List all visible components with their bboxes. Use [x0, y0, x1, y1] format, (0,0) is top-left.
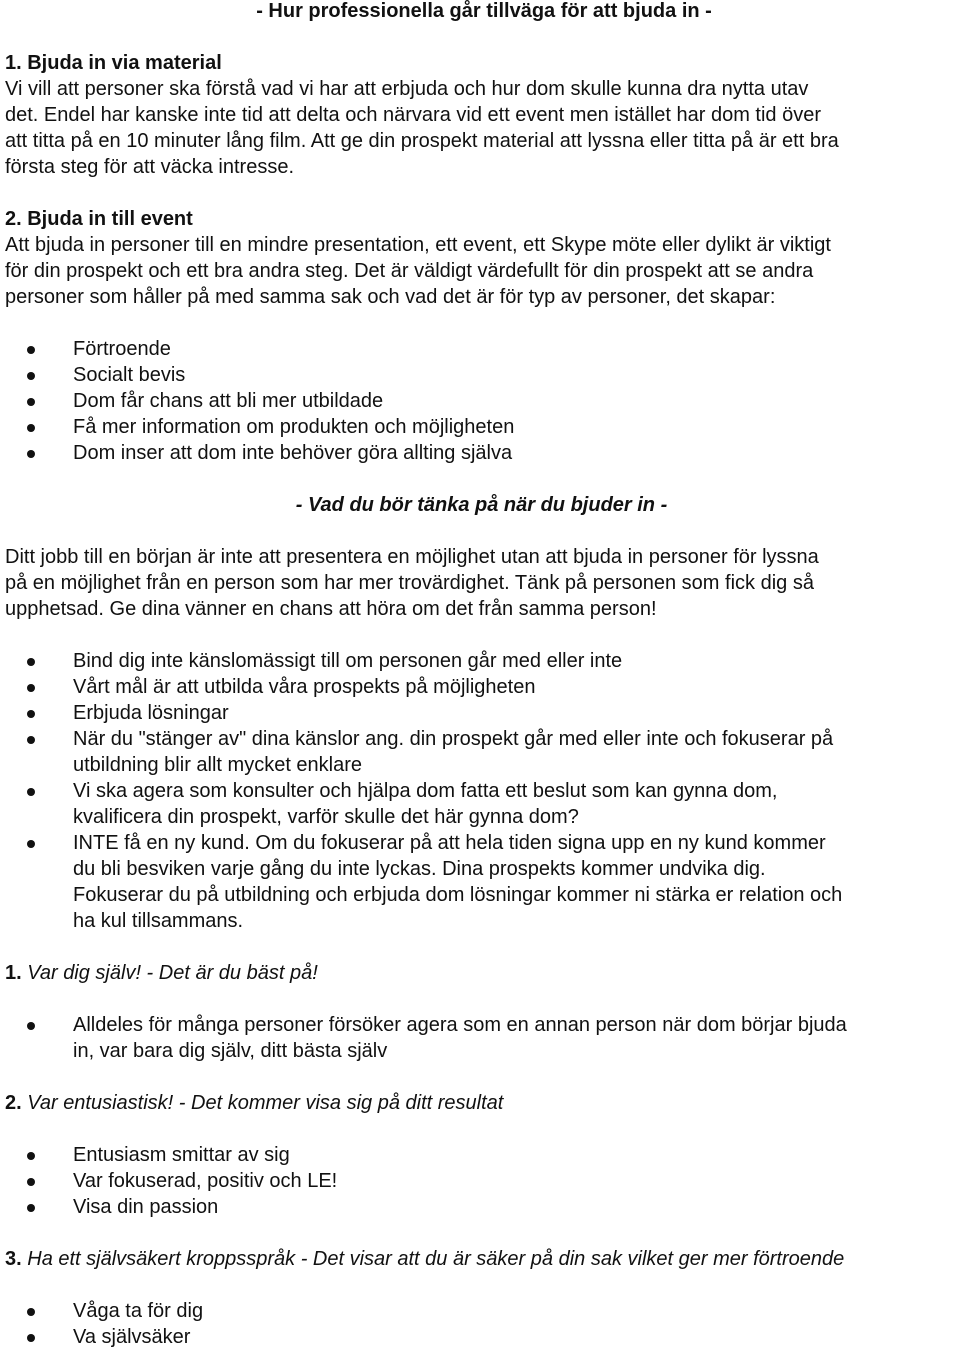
- bullet-list: [5, 648, 958, 934]
- bullet-list: [5, 336, 958, 466]
- tip-heading: Ha ett självsäkert kroppsspråk - Det visar att du är säker på din sak vilket ger mer förtroende: [27, 1248, 845, 1270]
- tip-heading: Var dig själv! - Det är du bäst på!: [27, 962, 318, 984]
- list-item: [5, 1298, 958, 1324]
- tip-number: 2.: [5, 1092, 22, 1114]
- list-item-line: in, var bara dig själv, ditt bästa själv: [73, 1040, 388, 1062]
- list-item: [5, 674, 958, 700]
- paragraph-line: det. Endel har kanske inte tid att delta och närvara vid ett event men istället har dom tid över: [5, 104, 822, 126]
- section-heading: - Vad du bör tänka på när du bjuder in -: [295, 494, 668, 516]
- paragraph-line: på en möjlighet från en person som har mer trovärdighet. Tänk på personen som fick dig så: [5, 572, 814, 594]
- list-item: [5, 648, 958, 674]
- bullet-list: [5, 1298, 958, 1350]
- tip-heading: Var entusiastisk! - Det kommer visa sig på ditt resultat: [27, 1092, 504, 1114]
- list-item-line: Erbjuda lösningar: [73, 702, 229, 724]
- list-item-line: du bli besviken varje gång du inte lyckas. Dina prospekts kommer undvika dig.: [73, 858, 766, 880]
- tip-be-yourself: [5, 960, 958, 1064]
- list-item: [5, 700, 958, 726]
- list-item: [5, 830, 958, 934]
- document-page: [5, 0, 958, 1350]
- list-item: [5, 778, 958, 830]
- paragraph-line: Att bjuda in personer till en mindre presentation, ett event, ett Skype möte eller dylikt är viktigt: [5, 234, 831, 256]
- tip-confident-body-language: [5, 1246, 958, 1350]
- list-item: [5, 1324, 958, 1350]
- tip-number: 1.: [5, 962, 22, 984]
- tip-be-enthusiastic: [5, 1090, 958, 1220]
- list-item-line: Var fokuserad, positiv och LE!: [73, 1170, 338, 1192]
- bullet-list: [5, 1012, 958, 1064]
- list-item: [5, 1142, 958, 1168]
- tip-number: 3.: [5, 1248, 22, 1270]
- list-item-line: kvalificera din prospekt, varför skulle det här gynna dom?: [73, 806, 579, 828]
- paragraph-line: att titta på en 10 minuter lång film. Att ge din prospekt material att lyssna eller titta på är ett bra: [5, 130, 839, 152]
- list-item-line: Våga ta för dig: [73, 1300, 204, 1322]
- list-item-line: ha kul tillsammans.: [73, 910, 244, 932]
- bullet-list: [5, 1142, 958, 1220]
- paragraph-line: upphetsad. Ge dina vänner en chans att höra om det från samma person!: [5, 598, 657, 620]
- list-item: [5, 726, 958, 778]
- section-heading: 1. Bjuda in via material: [5, 52, 222, 74]
- page-title: - Hur professionella går tillväga för att bjuda in -: [256, 0, 712, 22]
- list-item: Förtroende: [5, 336, 958, 362]
- list-item: [5, 1012, 958, 1064]
- list-item-line: Bind dig inte känslomässigt till om personen går med eller inte: [73, 650, 623, 672]
- section-invite-to-event: [5, 206, 958, 466]
- paragraph-line: Ditt jobb till en början är inte att presentera en möjlighet utan att bjuda in personer för lyssna: [5, 546, 819, 568]
- list-item-line: Vi ska agera som konsulter och hjälpa dom fatta ett beslut som kan gynna dom,: [73, 780, 778, 802]
- list-item-line: När du "stänger av" dina känslor ang. din prospekt går med eller inte och fokuserar på: [73, 728, 834, 750]
- paragraph-line: första steg för att väcka intresse.: [5, 156, 295, 178]
- list-item: Socialt bevis: [5, 362, 958, 388]
- list-item-line: Visa din passion: [73, 1196, 219, 1218]
- paragraph-line: Vi vill att personer ska förstå vad vi har att erbjuda och hur dom skulle kunna dra nytta utav: [5, 78, 809, 100]
- list-item-line: Alldeles för många personer försöker agera som en annan person när dom börjar bjuda: [73, 1014, 847, 1036]
- list-item-line: Va självsäker: [73, 1326, 191, 1348]
- list-item-line: INTE få en ny kund. Om du fokuserar på att hela tiden signa upp en ny kund kommer: [73, 832, 826, 854]
- section-invite-via-material: [5, 50, 958, 180]
- list-item: [5, 1168, 958, 1194]
- list-item-line: Fokuserar du på utbildning och erbjuda dom lösningar kommer ni stärka er relation och: [73, 884, 843, 906]
- section-what-to-think-about: [5, 492, 958, 934]
- list-item: Dom inser att dom inte behöver göra allting själva: [5, 440, 958, 466]
- section-heading: 2. Bjuda in till event: [5, 208, 193, 230]
- list-item-line: Entusiasm smittar av sig: [73, 1144, 290, 1166]
- list-item: Få mer information om produkten och möjligheten: [5, 414, 958, 440]
- paragraph-line: personer som håller på med samma sak och vad det är för typ av personer, det skapar:: [5, 286, 776, 308]
- list-item-line: utbildning blir allt mycket enklare: [73, 754, 363, 776]
- list-item-line: Vårt mål är att utbilda våra prospekts på möjligheten: [73, 676, 536, 698]
- list-item: [5, 1194, 958, 1220]
- paragraph-line: för din prospekt och ett bra andra steg. Det är väldigt värdefullt för din prospekt att se andra: [5, 260, 814, 282]
- list-item: Dom får chans att bli mer utbildade: [5, 388, 958, 414]
